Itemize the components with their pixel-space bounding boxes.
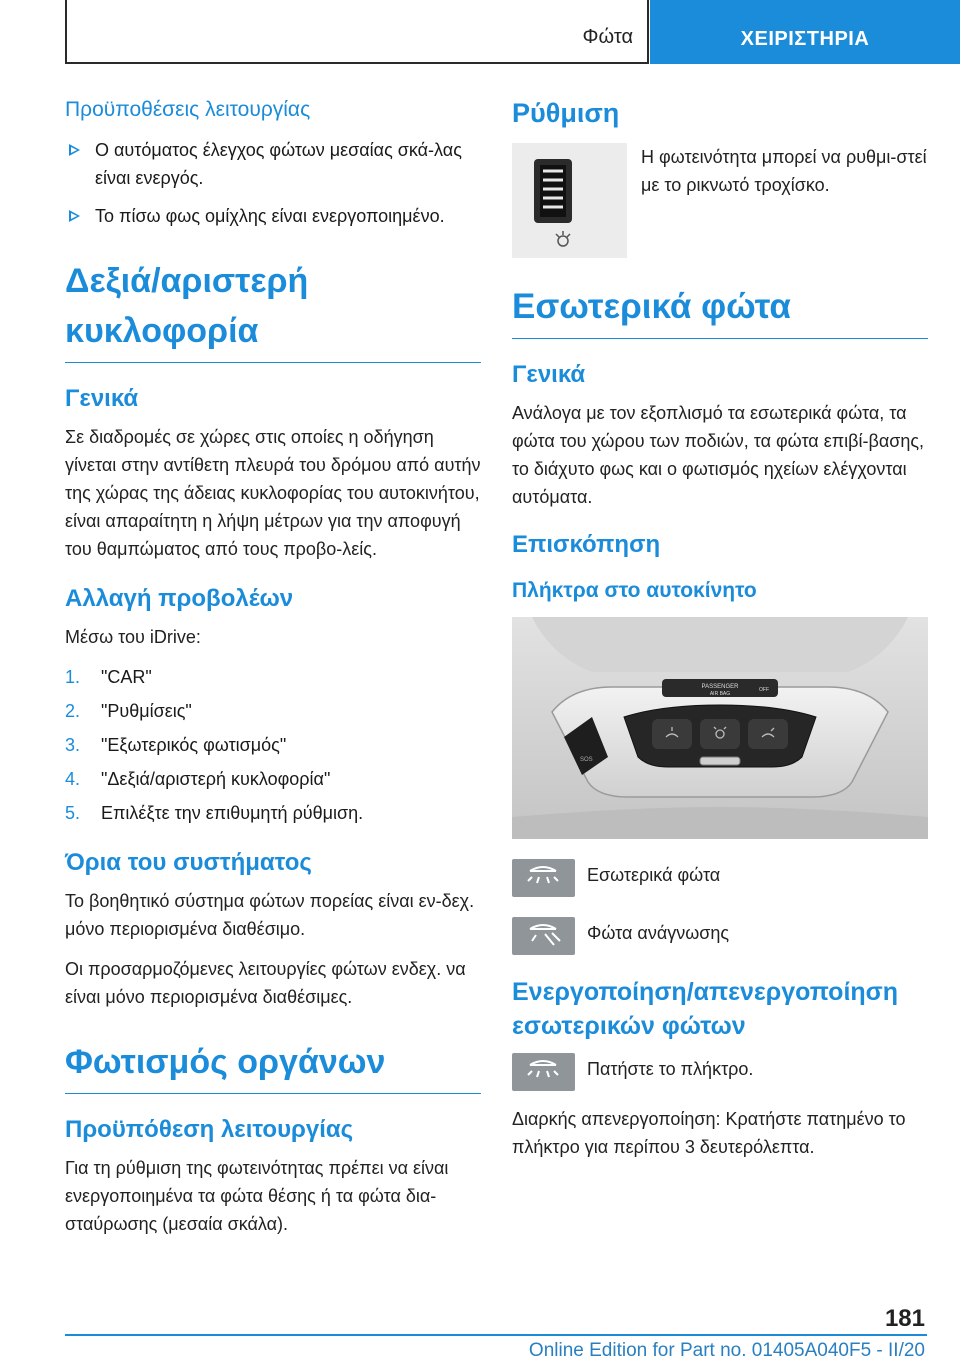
reading-lights-legend [512,917,928,955]
list-item: 3. "Εξωτερικός φωτισμός" [65,735,287,755]
reading-light-icon [512,917,575,955]
change-headlights-heading: Αλλαγή προβολέων [65,585,294,612]
adjust-heading: Ρύθμιση [512,98,620,128]
interior-general-text: Ανάλογα με τον εξοπλισμό τα εσωτερικά φώτα, τα φώτα του χώρου των ποδιών, τα φώτα επιβί-βασης, το διάχυτο φως και ο φωτισμός ηχείων ελέγχονται αυτόματα. [512,403,925,507]
right-column [512,98,928,1173]
press-button-text: Πατήστε το πλήκτρο. [587,1059,754,1079]
airbag-indicator-subtext: AIR BAG [709,691,731,697]
reading-light-label: Φώτα ανάγνωσης [587,923,730,943]
footer-divider [65,1334,927,1336]
general-text: Σε διαδρομές σε χώρες στις οποίες η οδήγηση γίνεται στην αντίθετη πλευρά του δρόμου από αυτήν της χώρας της άδειας κυκλοφορίας του αυτοκινήτου, είναι απαραίτητη η λήψη μέτρων για την αποφυγή του θαμπώματος από τους προβο-λείς. [65,427,481,559]
onoff-heading: Ενεργοποίηση/απενεργοποίηση εσωτερικών φώτων [512,978,899,1040]
limits-text-2: Οι προσαρμοζόμενες λειτουργίες φώτων ενδεχ. να είναι μόνο περιορισμένα διαθέσιμες. [65,959,466,1007]
list-item: 5. Επιλέξτε την επιθυμητή ρύθμιση. [65,803,364,823]
list-item: 2. "Ρυθμίσεις" [65,701,192,721]
overhead-console-photo [512,617,928,839]
header-section-title: Φώτα [582,26,633,48]
interior-lights-legend [512,859,928,897]
general-heading: Γενικά [65,385,139,412]
adjust-text: Η φωτεινότητα μπορεί να ρυθμι-στεί με το ρικνωτό τροχίσκο. [641,147,927,195]
list-item: 1. "CAR" [65,667,152,687]
traffic-heading: Δεξιά/αριστερή κυκλοφορία [65,256,481,363]
list-item: Ο αυτόματος έλεγχος φώτων μεσαίας σκά-λας είναι ενεργός. [65,136,481,192]
header-chapter-box [650,0,960,64]
adjust-figure [512,143,928,258]
limits-text-1: Το βοηθητικό σύστημα φώτων πορείας είναι εν-δεχ. μόνο περιορισμένα διαθέσιμο. [65,891,475,939]
interior-light-icon [512,859,575,897]
overhead-console-image [512,617,928,839]
header-chapter-title: ΧΕΙΡΙΣΤΗΡΙΑ [740,28,870,50]
thumbwheel-image [512,143,627,258]
header-section-box [65,0,649,64]
instr-prereq-heading: Προϋπόθεση λειτουργίας [65,1116,354,1143]
instr-prereq-text: Για τη ρύθμιση της φωτεινότητας πρέπει να είναι ενεργοποιημένα τα φώτα θέσης ή τα φώτα δια-σταύρωσης (μεσαία σκάλα). [65,1158,449,1234]
sos-text: SOS [580,757,593,763]
system-limits-heading: Όρια του συστήματος [65,849,312,876]
left-column [65,98,481,1250]
page-header [65,0,960,64]
footer-edition: Online Edition for Part no. 01405A040F5 - II/20 [528,1340,925,1361]
interior-light-label: Εσωτερικά φώτα [587,865,721,885]
airbag-indicator-text: PASSENGER [701,684,739,690]
list-item: 4. "Δεξιά/αριστερή κυκλοφορία" [65,769,331,789]
onoff-instruction [512,1053,928,1091]
list-item: Το πίσω φως ομίχλης είναι ενεργοποιημένο. [65,202,481,230]
instrument-lighting-heading: Φωτισμός οργάνων [65,1037,481,1094]
steps-list [65,663,481,827]
prereq-heading: Προϋποθέσεις λειτουργίας [65,98,311,121]
change-intro: Μέσω του iDrive: [65,627,201,647]
buttons-heading: Πλήκτρα στο αυτοκίνητο [512,579,757,602]
permanent-off-text: Διαρκής απενεργοποίηση: Κρατήστε πατημένο το πλήκτρο για περίπου 3 δευτερόλεπτα. [512,1109,906,1157]
thumbwheel-icon [512,143,627,258]
airbag-off-text: OFF [759,687,769,693]
interior-light-button-icon [512,1053,575,1091]
triangle-bullet-icon [69,210,80,222]
page-number: 181 [884,1305,925,1332]
overview-heading: Επισκόπηση [512,531,661,558]
triangle-bullet-icon [69,144,80,156]
interior-lights-heading: Εσωτερικά φώτα [512,282,928,339]
prereq-list [65,136,481,230]
interior-general-heading: Γενικά [512,361,586,388]
